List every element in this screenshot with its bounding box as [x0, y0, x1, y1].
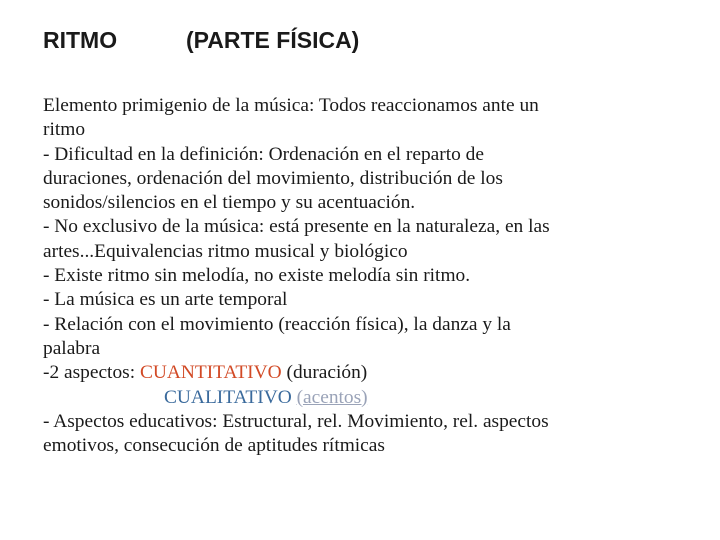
title-parte-fisica: (PARTE FÍSICA)	[186, 27, 360, 53]
body-line: duraciones, ordenación del movimiento, distribución de los	[43, 167, 503, 189]
body-line: - Existe ritmo sin melodía, no existe melodía sin ritmo.	[43, 265, 471, 287]
body-line: palabra	[43, 337, 101, 359]
body-line: - Dificultad en la definición: Ordenación en el reparto de	[43, 143, 484, 165]
qualitative-detail-link[interactable]: (acentos)	[296, 386, 368, 408]
aspects-qualitative-line	[43, 386, 683, 410]
aspects-prefix: -2 aspectos:	[43, 362, 140, 384]
qualitative-label: CUALITATIVO	[164, 386, 292, 408]
body-line: sonidos/silencios en el tiempo y su acentuación.	[43, 192, 416, 214]
slide-title	[43, 27, 360, 54]
body-line: - Aspectos educativos: Estructural, rel. Movimiento, rel. aspectos	[43, 410, 549, 432]
quantitative-label: CUANTITATIVO	[139, 362, 282, 384]
body-line: - No exclusivo de la música: está presente en la naturaleza, en las	[43, 216, 550, 238]
quantitative-detail: (duración)	[281, 362, 368, 384]
body-line: Elemento primigenio de la música: Todos reaccionamos ante un	[43, 95, 539, 116]
aspects-quantitative-line	[43, 361, 683, 385]
slide-body	[43, 94, 683, 458]
title-ritmo: RITMO	[43, 27, 118, 53]
body-line: - Relación con el movimiento (reacción física), la danza y la	[43, 313, 511, 335]
body-line: - La música es un arte temporal	[43, 289, 288, 311]
body-line: emotivos, consecución de aptitudes rítmicas	[43, 435, 385, 457]
body-line: ritmo	[43, 119, 86, 141]
body-line: artes...Equivalencias ritmo musical y biológico	[43, 240, 408, 262]
